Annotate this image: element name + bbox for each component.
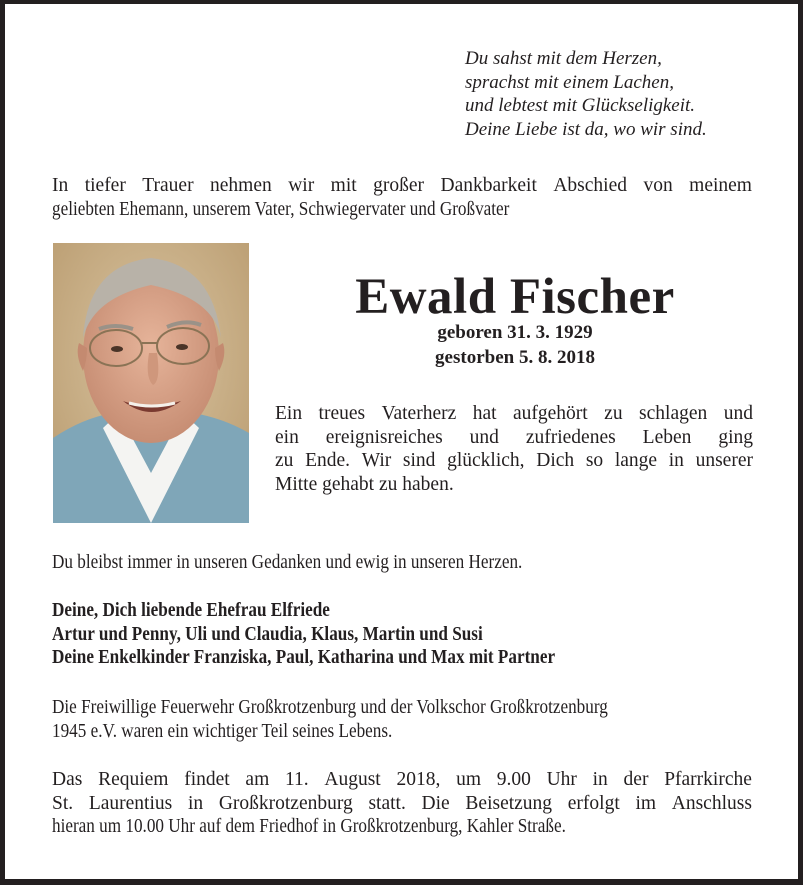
memory-line: Du bleibst immer in unseren Gedanken und ewig in unseren Herzen.: [52, 552, 523, 573]
deceased-name: Ewald Fischer: [355, 269, 675, 325]
word: Ende.: [305, 450, 351, 471]
word: ein: [275, 426, 299, 448]
poem-line: Du sahst mit dem Herzen,: [465, 48, 662, 69]
word: in: [187, 792, 204, 814]
poem: [465, 47, 707, 141]
word: Uhr: [546, 769, 577, 790]
word: Trauer: [142, 175, 194, 196]
word: am: [245, 769, 270, 790]
text-line: 1945 e.V. waren ein wichtiger Teil seines Lebens.: [52, 720, 393, 742]
word: ereignisreiches: [325, 426, 443, 448]
word: in: [668, 450, 684, 471]
word: Dankbarkeit: [440, 175, 537, 196]
word: glücklich,: [447, 450, 525, 471]
word: erfolgt: [567, 792, 620, 814]
intro-paragraph: [52, 174, 752, 221]
word: Leben: [642, 426, 692, 448]
word: Die: [421, 792, 450, 814]
death-date: gestorben 5. 8. 2018: [435, 347, 595, 368]
portrait-photo: [53, 243, 249, 523]
word: zufriedenes: [525, 426, 616, 448]
word: findet: [184, 769, 230, 790]
justified-line: [52, 174, 752, 198]
word: aufgehört: [513, 403, 588, 424]
text-line: geliebten Ehemann, unserem Vater, Schwiegervater und Großvater: [52, 198, 510, 220]
word: statt.: [368, 792, 406, 814]
word: 11.: [284, 769, 309, 790]
word: der: [623, 769, 649, 790]
word: unserer: [695, 450, 753, 471]
word: meinem: [689, 175, 752, 196]
word: in: [592, 769, 608, 790]
word: Großkrotzenburg: [218, 792, 353, 814]
word: Abschied: [553, 175, 627, 196]
word: zu: [604, 403, 623, 424]
justified-line: [52, 792, 752, 816]
word: tiefer: [84, 175, 126, 196]
word: wir: [288, 175, 315, 196]
word: Dich: [536, 450, 575, 471]
word: hat: [472, 403, 497, 424]
family-line: Deine Enkelkinder Franziska, Paul, Katharina und Max mit Partner: [52, 647, 556, 668]
poem-line: sprachst mit einem Lachen,: [465, 71, 674, 93]
word: Beisetzung: [465, 792, 553, 814]
word: St.: [52, 792, 74, 814]
portrait-icon: [53, 243, 249, 523]
word: nehmen: [210, 175, 272, 196]
word: August: [324, 769, 381, 790]
obituary-notice: [5, 4, 798, 879]
word: ging: [718, 426, 753, 448]
birth-date: geboren 31. 3. 1929: [437, 322, 593, 343]
justified-line: [275, 449, 753, 473]
word: und: [469, 426, 499, 448]
family-line: Artur und Penny, Uli und Claudia, Klaus, Martin und Susi: [52, 623, 483, 645]
word: Anschluss: [671, 792, 752, 814]
word: Laurentius: [88, 792, 173, 814]
word: Pfarrkirche: [664, 769, 752, 790]
family-line: Deine, Dich liebende Ehefrau Elfriede: [52, 600, 330, 621]
word: 9.00: [496, 769, 531, 790]
family-signatures: [52, 599, 624, 670]
service-paragraph: [52, 768, 752, 839]
text-line: hieran um 10.00 Uhr auf dem Friedhof in Großkrotzenburg, Kahler Straße.: [52, 816, 566, 837]
justified-line: [275, 402, 753, 426]
word: 2018,: [396, 769, 441, 790]
word: mit: [330, 175, 357, 196]
word: treues: [318, 403, 366, 424]
word: von: [643, 175, 673, 196]
word: um: [456, 769, 481, 790]
word: Vaterherz: [381, 403, 457, 424]
word: In: [52, 175, 69, 196]
word: im: [635, 792, 657, 814]
word: schlagen: [639, 403, 708, 424]
word: großer: [373, 175, 425, 196]
poem-line: Deine Liebe ist da, wo wir sind.: [465, 118, 707, 140]
word: lange: [614, 450, 658, 471]
word: zu: [275, 450, 294, 471]
clubs-paragraph: [52, 696, 752, 743]
word: Wir: [361, 450, 392, 471]
text-line: Mitte gehabt zu haben.: [275, 473, 454, 495]
word: und: [723, 403, 753, 424]
word: Ein: [275, 403, 303, 424]
text-line: Die Freiwillige Feuerwehr Großkrotzenburg und der Volkschor Großkrotzenburg: [52, 697, 608, 718]
life-dates: [275, 320, 755, 370]
word: Requiem: [98, 769, 169, 790]
word: Das: [52, 769, 83, 790]
justified-line: [52, 768, 752, 792]
tribute-paragraph: [275, 402, 753, 496]
poem-line: und lebtest mit Glückseligkeit.: [465, 95, 696, 116]
word: sind: [402, 450, 436, 471]
word: so: [585, 450, 604, 471]
justified-line: [275, 426, 753, 450]
